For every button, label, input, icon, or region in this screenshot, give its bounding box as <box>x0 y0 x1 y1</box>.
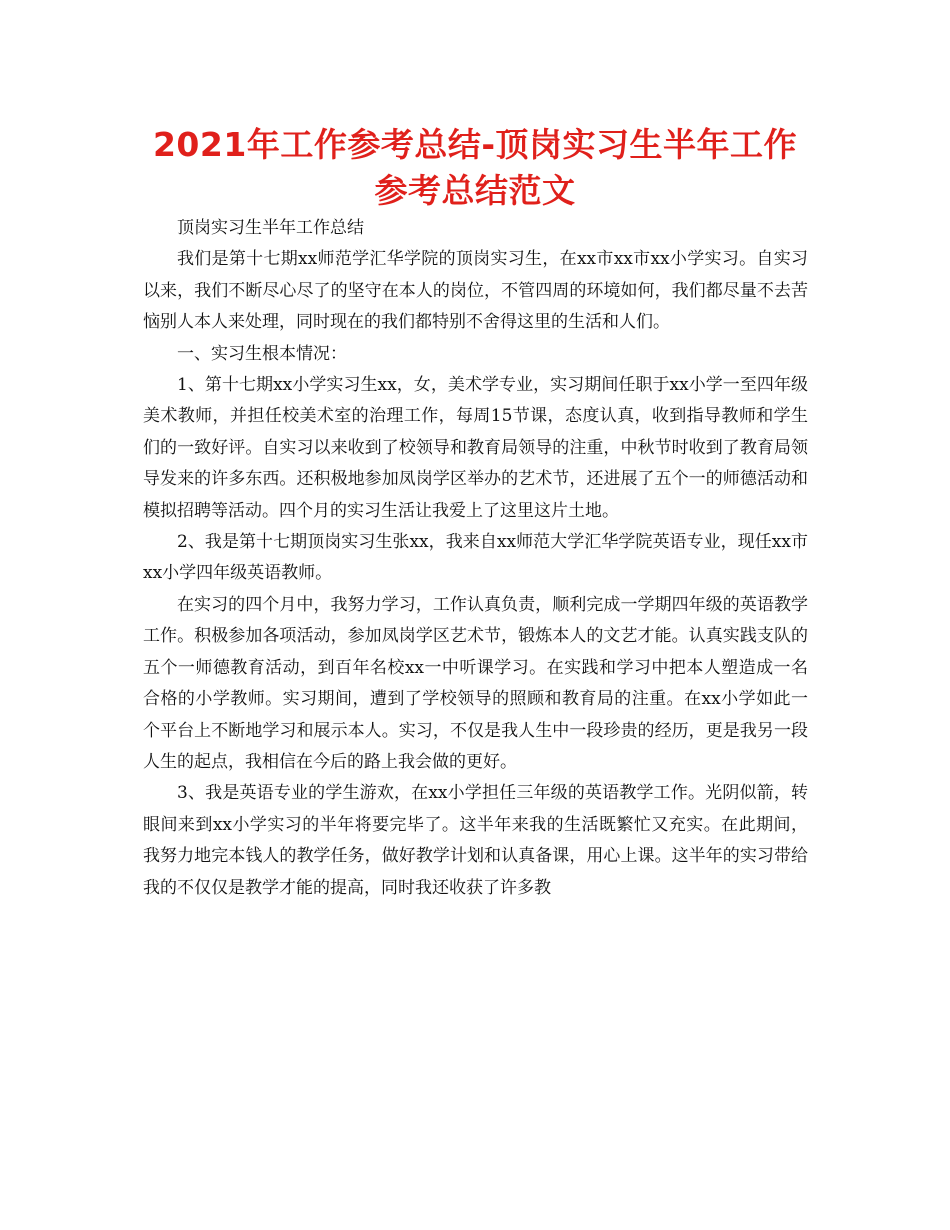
paragraph-item-1: 1、第十七期xx小学实习生xx，女，美术学专业，实习期间任职于xx小学一至四年级美术教师，并担任校美术室的治理工作，每周15节课，态度认真，收到指导教师和学生们的一致好评。自实习以来收到了校领导和教育局领导的注重，中秋节时收到了教育局领导发来的许多东西。还积极地参加凤岗学区举办的艺术节，还进展了五个一的师德活动和模拟招聘等活动。四个月的实习生活让我爱上了这里这片土地。 <box>143 375 808 521</box>
document-title: 2021年工作参考总结-顶岗实习生半年工作参考总结范文 <box>152 125 798 210</box>
paragraph-intro: 我们是第十七期xx师范学汇华学院的顶岗实习生，在xx市xx市xx小学实习。自实习以来，我们不断尽心尽了的坚守在本人的岗位，不管四周的环境如何，我们都尽量不去苦恼别人本人来处理，同时现在的我们都特别不舍得这里的生活和人们。 <box>143 249 808 333</box>
paragraph-item-2-detail: 在实习的四个月中，我努力学习，工作认真负责，顺利完成一学期四年级的英语教学工作。积极参加各项活动，参加凤岗学区艺术节，锻炼本人的文艺才能。认真实践支队的五个一师德教育活动，到百年名校xx一中听课学习。在实践和学习中把本人塑造成一名合格的小学教师。实习期间，遭到了学校领导的照顾和教育局的注重。在xx小学如此一个平台上不断地学习和展示本人。实习，不仅是我人生中一段珍贵的经历，更是我另一段人生的起点，我相信在今后的路上我会做的更好。 <box>143 594 808 772</box>
paragraph-subtitle: 顶岗实习生半年工作总结 <box>177 218 364 238</box>
paragraph-item-3: 3、我是英语专业的学生游欢，在xx小学担任三年级的英语教学工作。光阴似箭，转眼间来到xx小学实习的半年将要完毕了。这半年来我的生活既繁忙又充实。在此期间，我努力地完本钱人的教学任务，做好教学计划和认真备课，用心上课。这半年的实习带给我的不仅仅是教学才能的提高，同时我还收获了许多教 <box>143 783 808 898</box>
paragraph-item-2: 2、我是第十七期顶岗实习生张xx，我来自xx师范大学汇华学院英语专业，现任xx市xx小学四年级英语教师。 <box>143 532 808 584</box>
document-body <box>143 213 808 904</box>
paragraph-section-heading: 一、实习生根本情况： <box>177 343 347 364</box>
